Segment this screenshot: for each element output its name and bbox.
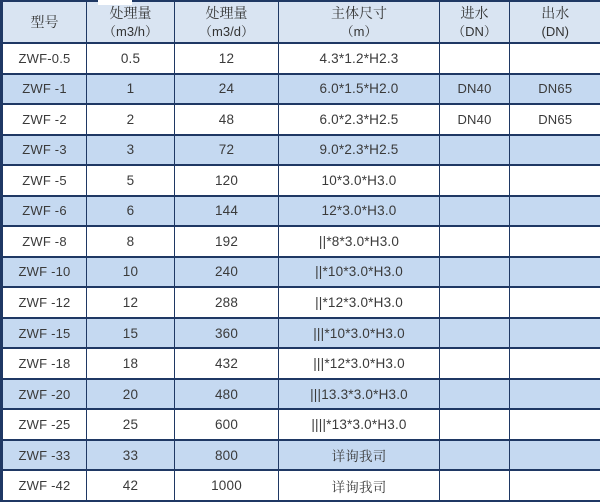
- cell-model: ZWF -8: [2, 226, 87, 257]
- cell-capacity_h: 15: [87, 318, 175, 349]
- table-row: [2, 409, 600, 440]
- cell-model: ZWF -5: [2, 165, 87, 196]
- column-header-label: 进水: [460, 5, 489, 21]
- cell-dimensions: 12*3.0*H3.0: [279, 196, 440, 227]
- cell-outlet: DN65: [510, 74, 600, 105]
- cell-capacity_d: 432: [175, 348, 279, 379]
- cell-dimensions: 6.0*1.5*H2.0: [279, 74, 440, 105]
- cell-inlet: [440, 135, 510, 166]
- cell-dimensions: ||*8*3.0*H3.0: [279, 226, 440, 257]
- cell-inlet: [440, 257, 510, 288]
- cell-model: ZWF -2: [2, 104, 87, 135]
- cell-dimensions: |||13.3*3.0*H3.0: [279, 379, 440, 410]
- cell-capacity_d: 120: [175, 165, 279, 196]
- cell-capacity_d: 600: [175, 409, 279, 440]
- cell-outlet: [510, 287, 600, 318]
- cell-model: ZWF -42: [2, 470, 87, 501]
- table-row: [2, 135, 600, 166]
- cell-capacity_d: 360: [175, 318, 279, 349]
- column-header-label: 处理量: [109, 5, 152, 21]
- cell-outlet: [510, 440, 600, 471]
- cell-dimensions: 4.3*1.2*H2.3: [279, 43, 440, 74]
- cell-capacity_d: 480: [175, 379, 279, 410]
- cell-capacity_h: 18: [87, 348, 175, 379]
- cell-outlet: [510, 348, 600, 379]
- cell-capacity_h: 5: [87, 165, 175, 196]
- cell-inlet: [440, 43, 510, 74]
- cell-capacity_d: 288: [175, 287, 279, 318]
- cell-capacity_h: 25: [87, 409, 175, 440]
- table-row: [2, 379, 600, 410]
- table-row: [2, 440, 600, 471]
- cell-capacity_d: 240: [175, 257, 279, 288]
- column-header-outlet: [510, 1, 600, 43]
- cell-model: ZWF -1: [2, 74, 87, 105]
- cell-outlet: DN65: [510, 104, 600, 135]
- cell-model: ZWF -12: [2, 287, 87, 318]
- cell-inlet: DN40: [440, 104, 510, 135]
- column-header-label: （m）: [340, 24, 378, 39]
- cell-inlet: [440, 196, 510, 227]
- cell-capacity_d: 72: [175, 135, 279, 166]
- column-header-label: (DN): [541, 24, 569, 39]
- cell-inlet: DN40: [440, 74, 510, 105]
- cell-inlet: [440, 470, 510, 501]
- cell-dimensions: 详询我司: [279, 440, 440, 471]
- column-header-label: 处理量: [205, 5, 248, 21]
- table-row: [2, 165, 600, 196]
- cell-capacity_d: 48: [175, 104, 279, 135]
- cell-outlet: [510, 379, 600, 410]
- cell-capacity_d: 800: [175, 440, 279, 471]
- column-header-label: 主体尺寸: [331, 5, 387, 21]
- cell-capacity_h: 33: [87, 440, 175, 471]
- cell-model: ZWF -20: [2, 379, 87, 410]
- table-row: [2, 287, 600, 318]
- cell-dimensions: ||*12*3.0*H3.0: [279, 287, 440, 318]
- table-row: [2, 470, 600, 501]
- column-header-label: 出水: [541, 5, 570, 21]
- cell-inlet: [440, 165, 510, 196]
- table-row: [2, 226, 600, 257]
- cell-capacity_h: 20: [87, 379, 175, 410]
- cell-outlet: [510, 43, 600, 74]
- cell-capacity_d: 1000: [175, 470, 279, 501]
- cell-dimensions: ||*10*3.0*H3.0: [279, 257, 440, 288]
- column-header-capacity_d: [175, 1, 279, 43]
- cell-model: ZWF -3: [2, 135, 87, 166]
- cell-model: ZWF -18: [2, 348, 87, 379]
- cell-dimensions: 详询我司: [279, 470, 440, 501]
- table-row: [2, 348, 600, 379]
- column-header-label: 型号: [30, 13, 59, 30]
- column-header-inlet: [440, 1, 510, 43]
- cell-outlet: [510, 135, 600, 166]
- column-header-capacity_h: [87, 1, 175, 43]
- cell-capacity_d: 144: [175, 196, 279, 227]
- cell-capacity_h: 8: [87, 226, 175, 257]
- cell-model: ZWF-0.5: [2, 43, 87, 74]
- cell-dimensions: 9.0*2.3*H2.5: [279, 135, 440, 166]
- cell-model: ZWF -25: [2, 409, 87, 440]
- cell-model: ZWF -6: [2, 196, 87, 227]
- column-header-label: （m3/d）: [199, 24, 254, 39]
- column-header-label: （DN）: [452, 24, 497, 39]
- cell-outlet: [510, 318, 600, 349]
- column-header-label: （m3/h）: [103, 24, 158, 39]
- cell-outlet: [510, 196, 600, 227]
- cell-capacity_h: 3: [87, 135, 175, 166]
- cell-inlet: [440, 226, 510, 257]
- table-row: [2, 257, 600, 288]
- cell-model: ZWF -33: [2, 440, 87, 471]
- cell-inlet: [440, 287, 510, 318]
- cell-capacity_d: 192: [175, 226, 279, 257]
- table-row: [2, 74, 600, 105]
- cell-capacity_h: 12: [87, 287, 175, 318]
- cell-capacity_h: 10: [87, 257, 175, 288]
- cell-capacity_h: 1: [87, 74, 175, 105]
- cell-inlet: [440, 348, 510, 379]
- header-row: [2, 1, 600, 43]
- cell-outlet: [510, 226, 600, 257]
- table-body: [2, 43, 600, 501]
- cell-capacity_d: 24: [175, 74, 279, 105]
- table-row: [2, 318, 600, 349]
- cell-capacity_d: 12: [175, 43, 279, 74]
- table-row: [2, 104, 600, 135]
- cell-inlet: [440, 409, 510, 440]
- table-header: [2, 1, 600, 43]
- cell-capacity_h: 2: [87, 104, 175, 135]
- top-border-notch-artifact: [98, 0, 132, 5]
- cell-outlet: [510, 470, 600, 501]
- cell-model: ZWF -10: [2, 257, 87, 288]
- cell-dimensions: |||*10*3.0*H3.0: [279, 318, 440, 349]
- cell-outlet: [510, 409, 600, 440]
- column-header-model: [2, 1, 87, 43]
- table-row: [2, 43, 600, 74]
- cell-inlet: [440, 440, 510, 471]
- cell-outlet: [510, 165, 600, 196]
- cell-dimensions: 6.0*2.3*H2.5: [279, 104, 440, 135]
- column-header-dimensions: [279, 1, 440, 43]
- cell-dimensions: |||*12*3.0*H3.0: [279, 348, 440, 379]
- cell-capacity_h: 0.5: [87, 43, 175, 74]
- table-row: [2, 196, 600, 227]
- cell-dimensions: 10*3.0*H3.0: [279, 165, 440, 196]
- cell-dimensions: ||||*13*3.0*H3.0: [279, 409, 440, 440]
- cell-capacity_h: 42: [87, 470, 175, 501]
- cell-inlet: [440, 318, 510, 349]
- cell-outlet: [510, 257, 600, 288]
- cell-inlet: [440, 379, 510, 410]
- cell-model: ZWF -15: [2, 318, 87, 349]
- cell-capacity_h: 6: [87, 196, 175, 227]
